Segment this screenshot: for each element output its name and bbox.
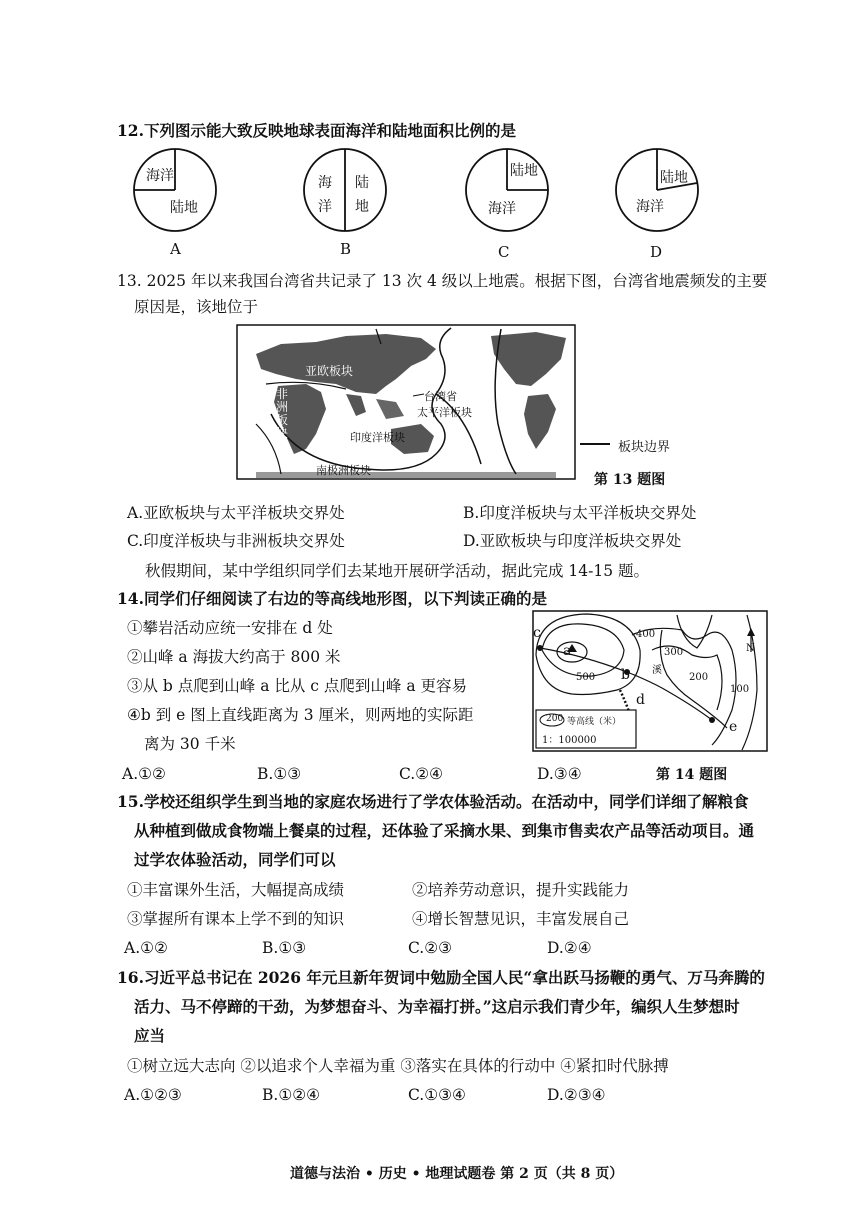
q15-item-2: ②培养劳动意识，提升实践能力	[412, 881, 630, 899]
river-label: 溪	[652, 665, 662, 676]
contour-300: 300	[664, 647, 684, 658]
contour-400: 400	[636, 629, 656, 640]
q16-option-c: C.①③④	[408, 1086, 466, 1104]
north-label: N	[746, 643, 755, 654]
intro-14-15: 秋假期间，某中学组织同学们去某地开展研学活动，据此完成 14-15 题。	[145, 562, 650, 580]
point-e-label: e	[729, 719, 738, 735]
q13-option-c: C.印度洋板块与非洲板块交界处	[127, 532, 345, 550]
point-a-label: a	[563, 643, 572, 659]
label-indian-plate: 印度洋板块	[350, 431, 405, 444]
label-pacific-plate: 太平洋板块	[417, 406, 472, 419]
q15-option-a: A.①②	[124, 939, 168, 957]
option-letter-b: B	[340, 240, 352, 258]
contour-500: 500	[576, 672, 596, 683]
q13-stem-line1: 13. 2025 年以来我国台湾省共记录了 13 次 4 级以上地震。根据下图，台湾省地震频发的主要	[117, 272, 768, 290]
legend-contour-text: 等高线（米）	[567, 717, 622, 727]
pie-a-ocean-label: 海洋	[146, 168, 174, 184]
q12-pie-a	[130, 145, 220, 235]
q14-option-c: C.②④	[399, 765, 444, 783]
pie-c-land-label: 陆地	[510, 163, 538, 179]
q14-caption: 第 14 题图	[656, 767, 728, 783]
q14-stem: 14.同学们仔细阅读了右边的等高线地形图，以下判读正确的是	[117, 589, 547, 608]
label-taiwan: 台湾省	[424, 390, 457, 403]
label-eurasian-plate: 亚欧板块	[305, 364, 354, 378]
legend-boundary-line	[580, 441, 610, 447]
q16-option-a: A.①②③	[124, 1086, 182, 1104]
q14-option-a: A.①②	[122, 765, 166, 783]
q15-item-1: ①丰富课外生活，大幅提高成绩	[127, 881, 345, 899]
legend-boundary-label: 板块边界	[618, 440, 671, 455]
point-c-label: c	[533, 625, 541, 641]
q15-option-d: D.②④	[547, 939, 592, 957]
q15-item-4: ④增长智慧见识，丰富发展自己	[412, 910, 630, 928]
pie-d-land-label: 陆地	[660, 170, 688, 186]
pie-b-ocean-label-1: 海	[318, 175, 332, 191]
q16-option-d: D.②③④	[547, 1086, 606, 1104]
option-letter-a: A	[170, 240, 181, 258]
legend-contour-value: 200	[546, 714, 564, 724]
q16-items: ①树立远大志向 ②以追求个人幸福为重 ③落实在具体的行动中 ④紧扣时代脉搏	[127, 1057, 669, 1075]
q12-stem: 12.下列图示能大致反映地球表面海洋和陆地面积比例的是	[117, 121, 516, 140]
q14-option-b: B.①③	[257, 765, 302, 783]
q15-item-3: ③掌握所有课本上学不到的知识	[127, 910, 345, 928]
pie-b-ocean-label-2: 洋	[318, 199, 332, 215]
q14-item-4: ④b 到 e 图上直线距离为 3 厘米，则两地的实际距	[127, 706, 474, 724]
q14-item-1: ①攀岩活动应统一安排在 d 处	[127, 619, 333, 637]
pie-a-land-label: 陆地	[170, 200, 198, 216]
q13-caption: 第 13 题图	[594, 472, 666, 488]
q16-stem-line3: 应当	[134, 1026, 166, 1045]
q15-stem-line1: 15.学校还组织学生到当地的家庭农场进行了学农体验活动。在活动中，同学们详细了解粮食	[117, 792, 749, 811]
label-african-plate: 非洲板块	[276, 387, 289, 440]
pie-b-land-label-2: 地	[355, 199, 369, 215]
label-antarctic-plate: 南极洲板块	[316, 464, 371, 477]
map-scale: 1：100000	[542, 735, 597, 746]
contour-200: 200	[689, 672, 709, 683]
page-footer: 道德与法治 • 历史 • 地理试题卷 第 2 页（共 8 页）	[290, 1166, 624, 1182]
q16-stem-line2: 活力、马不停蹄的干劲，为梦想奋斗、为幸福打拼。”这启示我们青少年，编织人生梦想时	[134, 997, 740, 1016]
q14-item-2: ②山峰 a 海拔大约高于 800 米	[127, 648, 341, 666]
q15-option-b: B.①③	[262, 939, 307, 957]
q14-item-4-cont: 离为 30 千米	[144, 735, 236, 753]
option-letter-d: D	[650, 243, 663, 261]
pie-c-ocean-label: 海洋	[488, 201, 516, 217]
contour-100: 100	[730, 684, 750, 695]
q12-pie-d	[612, 145, 702, 235]
q16-stem-line1: 16.习近平总书记在 2026 年元旦新年贺词中勉励全国人民“拿出跃马扬鞭的勇气、万马奔腾的	[117, 968, 765, 987]
point-d-label: d	[636, 692, 645, 708]
q16-option-b: B.①②④	[262, 1086, 321, 1104]
point-b-label: b	[621, 667, 630, 683]
pie-d-ocean-label: 海洋	[636, 199, 664, 215]
q12-pie-b	[300, 145, 390, 235]
pie-b-land-label-1: 陆	[355, 175, 369, 191]
q14-option-d: D.③④	[537, 765, 582, 783]
q13-option-d: D.亚欧板块与印度洋板块交界处	[463, 532, 682, 550]
q15-stem-line3: 过学农体验活动，同学们可以	[134, 850, 336, 869]
q13-option-b: B.印度洋板块与太平洋板块交界处	[463, 504, 697, 522]
q15-stem-line2: 从种植到做成食物端上餐桌的过程，还体验了采摘水果、到集市售卖农产品等活动项目。通	[134, 821, 755, 840]
q13-stem-line2: 原因是，该地位于	[134, 298, 259, 316]
option-letter-c: C	[498, 243, 510, 261]
q15-option-c: C.②③	[408, 939, 453, 957]
q13-option-a: A.亚欧板块与太平洋板块交界处	[127, 504, 345, 522]
q12-pie-c	[462, 145, 552, 235]
q14-item-3: ③从 b 点爬到山峰 a 比从 c 点爬到山峰 a 更容易	[127, 677, 468, 695]
